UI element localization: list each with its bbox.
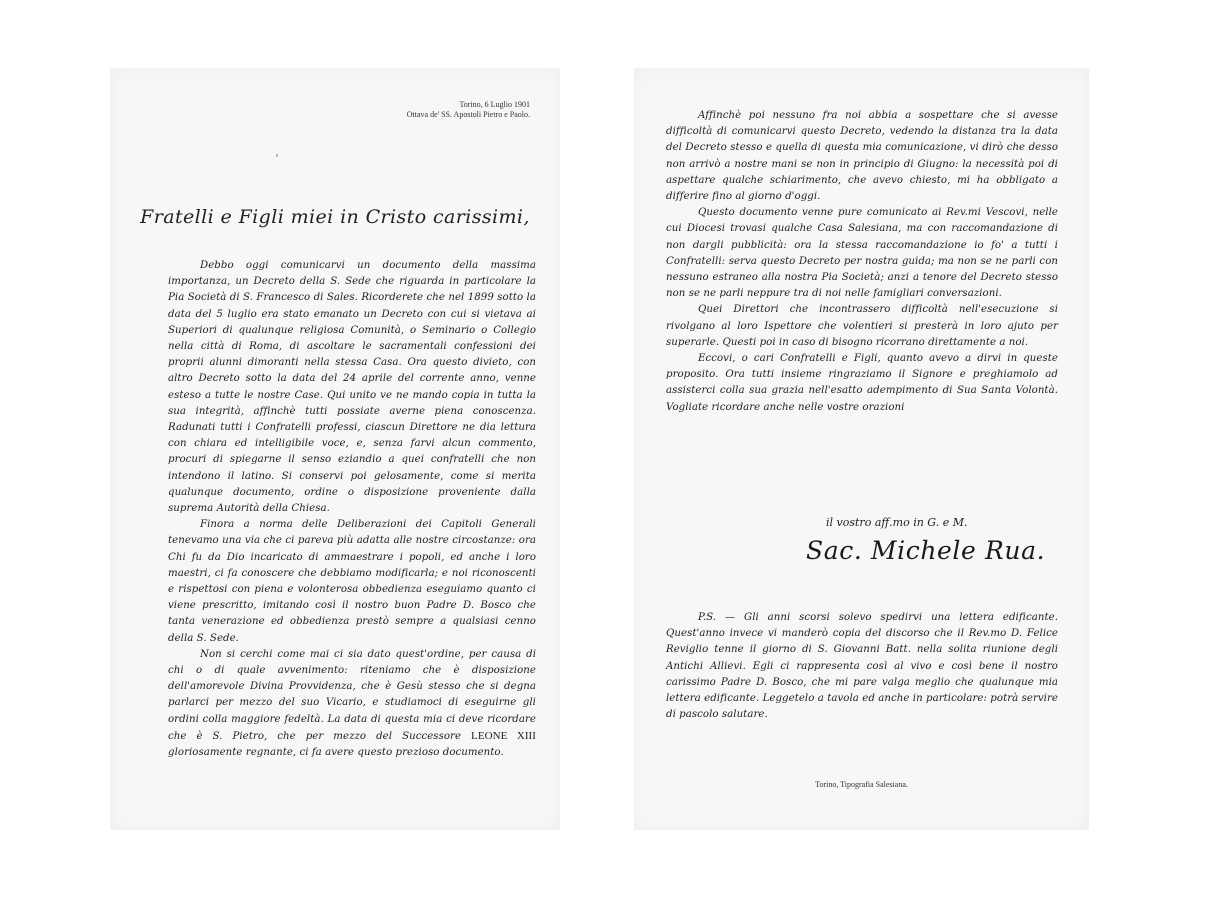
right-page	[634, 68, 1089, 830]
paragraph: Finora a norma delle Deliberazioni dei Capitoli Generali tenevamo una via che ci pareva più adatta alle nostre circostanze: ora Chi fu da Dio incaricato di ammaestrare i popoli, ed anche i loro maestri, ci fa conoscere che debbiamo modificarla; e noi riconoscenti e rispettosi con piena e volonterosa obbedienza eseguiamo quanto ci viene prescritto, imitando così il nostro buon Padre D. Bosco che tanta venerazione ed obbedienza prestò sempre a qualsiasi cenno della S. Sede.	[168, 519, 536, 644]
paragraph-tail: gloriosamente regnante, ci fa avere questo prezioso documento.	[168, 747, 504, 759]
letter-body-left	[168, 258, 536, 761]
paragraph	[168, 647, 536, 761]
paragraph: Quei Direttori che incontrassero difficoltà nell'esecuzione si rivolgano al loro Ispettore che volentieri si presterà in loro ajuto per superarle. Questi poi in caso di bisogno ricorrano direttamente a noi.	[666, 304, 1058, 348]
left-page	[110, 68, 560, 830]
salutation: Fratelli e Figli miei in Cristo carissimi,	[140, 206, 530, 228]
letter-body-right	[666, 108, 1058, 416]
paragraph: Eccovi, o cari Confratelli e Figli, quanto avevo a dirvi in queste proposito. Ora tutti insieme ringraziamo il Signore e preghiamolo ad assisterci colla sua grazia nell'esatto adempimento di Sua Santa Volontà. Vogliate ricordare anche nelle vostre orazioni	[666, 353, 1058, 413]
paragraph: Debbo oggi comunicarvi un documento della massima importanza, un Decreto della S. Sede che riguarda in particolare la Pia Società di S. Francesco di Sales. Ricorderete che nel 1899 sotto la data del 5 luglio era stato emanato un Decreto con cui si vietava ai Superiori di qualunque religiosa Comunità, o Seminario o Collegio nella città di Roma, di ascoltare le sacramentali confessioni dei proprii alunni dimoranti nella stessa Casa. Ora questo divieto, con altro Decreto sotto la data del 24 aprile del corrente anno, venne esteso a tutte le nostre Case. Qui unito ve ne mando copia in tutta la sua integrità, affinchè tutti possiate averne piena conoscenza. Radunati tutti i Confratelli professi, ciascun Direttore ne dia lettura con chiara ed intelligibile voce, e, senza farvi alcun commento, procuri di spiegarne il senso eziandio a quei confratelli che non intendono il latino. Si conservi poi gelosamente, come si merita qualunque documento, ordine o disposizione proveniente dalla suprema Autorità della Chiesa.	[168, 260, 536, 515]
closing: il vostro aff.mo in G. e M.	[826, 516, 968, 529]
printer-imprint: Torino, Tipografia Salesiana.	[815, 780, 908, 789]
paragraph: Questo documento venne pure comunicato ai Rev.mi Vescovi, nelle cui Diocesi trovasi qualche Casa Salesiana, ma con raccomandazione di non dargli pubblicità: ora la stessa raccomandazione io fo' a tutti i Confratelli: serva questo Decreto per nostra guida; ma non se ne parli con nessuno estraneo alla nostra Pia Società; anzi a tenore del Decreto stesso non se ne parli neppure tra di noi nelle famigliari conversazioni.	[666, 207, 1058, 300]
signature: Sac. Michele Rua.	[806, 536, 1046, 565]
pope-name: LEONE XIII	[471, 729, 536, 742]
dateline-feast: Ottava de' SS. Apostoli Pietro e Paolo.	[406, 110, 530, 119]
paragraph-text: Non si cerchi come mai ci sia dato quest'ordine, per causa di chi o di quale avvenimento: riteniamo che è disposizione dell'amorevole Divina Provvidenza, che è Gesù stesso che si degna parlarci per mezzo del suo Vicario, e studiamoci di eseguirne gli ordini colla maggiore fedeltà. La data di questa mia ci deve ricordare che è S. Pietro, che per mezzo del Successore	[168, 648, 536, 742]
ink-mark	[276, 154, 278, 157]
dateline	[407, 100, 530, 120]
postscript-text: P.S. — Gli anni scorsi solevo spedirvi una lettera edificante. Quest'anno invece vi manderò copia del discorso che il Rev.mo D. Felice Reviglio tenne il giorno di S. Giovanni Batt. nella solita riunione degli Antichi Allievi. Egli ci rappresenta così al vivo e così bene il nostro carissimo Padre D. Bosco, che mi pare valga meglio che qualunque mia lettera edificante. Leggetelo a tavola ed anche in particolare: potrà servire di pascolo salutare.	[666, 612, 1058, 721]
dateline-place-date: Torino, 6 Luglio 1901	[459, 100, 530, 109]
postscript	[666, 610, 1058, 723]
paragraph: Affinchè poi nessuno fra noi abbia a sospettare che si avesse difficoltà di comunicarvi questo Decreto, vedendo la distanza tra la data del Decreto stesso e quella di questa mia comunicazione, vi dirò che desso non arrivò a nostre mani se non in principio di Giugno: la necessità poi di aspettare qualche schiarimento, che avevo chiesto, mi ha obbligato a differire fino al giorno d'oggi.	[666, 110, 1058, 203]
